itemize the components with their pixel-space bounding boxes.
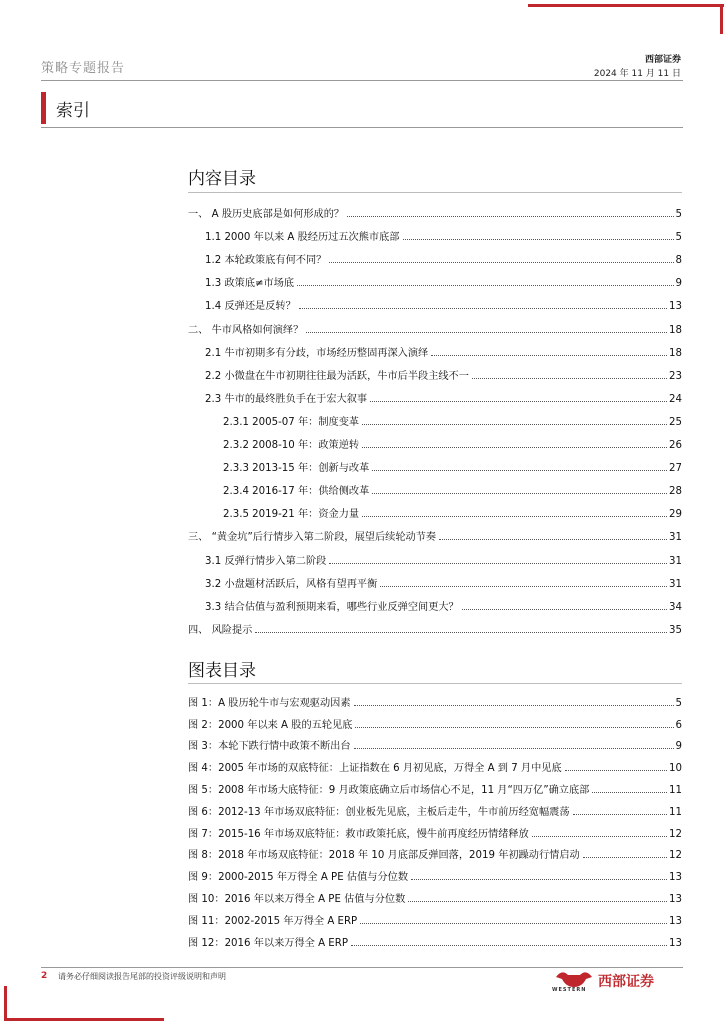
dot-leader — [380, 586, 667, 587]
company-logo — [552, 966, 684, 996]
entry-page: 9 — [675, 741, 682, 753]
report-date: 2024 年 11 月 11 日 — [593, 69, 681, 79]
entry-page: 12 — [669, 828, 682, 840]
entry-page: 18 — [669, 324, 682, 336]
entry-label: 2.3.5 2019-21 年：资金力量 — [223, 509, 360, 521]
entry-label: 图 5：2008 年市场大底特征：9 月政策底确立后市场信心不足，11 月“四万亿”确立底部 — [188, 784, 590, 796]
entry-page: 12 — [669, 850, 682, 862]
toc-entry[interactable] — [188, 543, 682, 566]
toc-entry[interactable] — [188, 220, 682, 243]
dot-leader — [299, 308, 667, 309]
bull-logo-icon — [552, 967, 596, 995]
entry-label: 图 9：2000-2015 年万得全 A PE 估值与分位数 — [188, 872, 408, 884]
figure-entry[interactable] — [188, 774, 682, 796]
entry-label: 1.3 政策底≠市场底 — [205, 278, 295, 290]
toc-list — [188, 197, 682, 636]
figure-entry[interactable] — [188, 687, 682, 709]
figure-entry[interactable] — [188, 905, 682, 927]
dot-leader — [565, 770, 667, 771]
dot-leader — [408, 901, 667, 902]
dot-leader — [573, 814, 668, 815]
section-accent-bar — [41, 92, 46, 124]
figures-heading-underline — [188, 683, 682, 684]
entry-label: 2.2 小微盘在牛市初期往往最为活跃，牛市后半段主线不一 — [205, 370, 469, 382]
dot-leader — [362, 447, 667, 448]
footer-disclaimer: 请务必仔细阅读报告尾部的投资评级说明和声明 — [58, 972, 226, 981]
entry-label: 2.3.3 2013-15 年：创新与改革 — [223, 463, 370, 475]
toc-entry[interactable] — [188, 382, 682, 405]
page-number: 2 — [41, 971, 48, 981]
corner-decoration-bottom — [4, 1018, 164, 1021]
entry-label: 图 3：本轮下跌行情中政策不断出台 — [188, 741, 351, 753]
entry-label: 图 10：2016 年以来万得全 A PE 估值与分位数 — [188, 893, 406, 905]
entry-page: 13 — [669, 872, 682, 884]
entry-page: 26 — [669, 440, 682, 452]
figure-entry[interactable] — [188, 752, 682, 774]
toc-heading-underline — [188, 192, 682, 193]
toc-entry[interactable] — [188, 567, 682, 590]
toc-entry[interactable] — [188, 613, 682, 636]
dot-leader — [370, 401, 667, 402]
entry-page: 31 — [669, 532, 682, 544]
logo-subtext: WESTERN — [552, 987, 587, 993]
entry-label: 图 12：2016 年以来万得全 A ERP — [188, 937, 348, 949]
entry-page: 11 — [669, 806, 682, 818]
figure-entry[interactable] — [188, 731, 682, 753]
toc-entry[interactable] — [188, 428, 682, 451]
entry-label: 图 8：2018 年市场双底特征：2018 年 10 月底部反弹回落，2019 年初躁动行情启动 — [188, 850, 580, 862]
toc-entry[interactable] — [188, 266, 682, 289]
entry-label: 2.3.1 2005-07 年：制度变革 — [223, 416, 360, 428]
dot-leader — [431, 355, 667, 356]
dot-leader — [297, 285, 673, 286]
dot-leader — [532, 836, 667, 837]
dot-leader — [462, 609, 667, 610]
entry-label: 2.3.2 2008-10 年：政策逆转 — [223, 440, 360, 452]
toc-entry[interactable] — [188, 405, 682, 428]
entry-label: 图 1：A 股历轮牛市与宏观驱动因素 — [188, 697, 351, 709]
section-title: 索引 — [56, 101, 90, 121]
entry-label: 图 4：2005 年市场的双底特征：上证指数在 6 月初见底，万得全 A 到 7 月中见底 — [188, 763, 562, 775]
dot-leader — [411, 879, 667, 880]
dot-leader — [472, 378, 667, 379]
dot-leader — [362, 424, 667, 425]
entry-page: 9 — [675, 278, 682, 290]
entry-label: 三、 “黄金坑”后行情步入第二阶段，展望后续轮动节奏 — [188, 532, 437, 544]
entry-page: 13 — [669, 893, 682, 905]
entry-page: 5 — [675, 232, 682, 244]
toc-entry[interactable] — [188, 474, 682, 497]
dot-leader — [403, 239, 674, 240]
entry-page: 29 — [669, 509, 682, 521]
section-divider — [41, 127, 683, 128]
entry-label: 二、 牛市风格如何演绎？ — [188, 324, 304, 336]
corner-decoration-top-vertical — [720, 4, 723, 34]
entry-page: 23 — [669, 370, 682, 382]
entry-page: 27 — [669, 463, 682, 475]
figure-entry[interactable] — [188, 709, 682, 731]
dot-leader — [355, 727, 673, 728]
figure-entry[interactable] — [188, 883, 682, 905]
entry-label: 图 6：2012-13 年市场双底特征：创业板先见底，主板后走牛，牛市前历经宽幅震荡 — [188, 806, 570, 818]
entry-page: 24 — [669, 393, 682, 405]
dot-leader — [347, 216, 673, 217]
entry-page: 5 — [675, 697, 682, 709]
dot-leader — [354, 748, 674, 749]
entry-page: 18 — [669, 347, 682, 359]
report-type: 策略专题报告 — [41, 61, 126, 76]
corner-decoration-top — [528, 4, 724, 7]
entry-page: 6 — [675, 719, 682, 731]
toc-entry[interactable] — [188, 289, 682, 312]
entry-page: 34 — [669, 601, 682, 613]
figure-entry[interactable] — [188, 927, 682, 949]
dot-leader — [583, 857, 667, 858]
company-name: 西部证券 — [644, 55, 681, 65]
entry-page: 5 — [675, 209, 682, 221]
dot-leader — [360, 923, 667, 924]
dot-leader — [329, 563, 667, 564]
entry-label: 1.4 反弹还是反转？ — [205, 301, 296, 313]
entry-page: 31 — [669, 578, 682, 590]
entry-page: 13 — [669, 301, 682, 313]
dot-leader — [439, 539, 667, 540]
entry-page: 28 — [669, 486, 682, 498]
dot-leader — [372, 493, 667, 494]
toc-entry[interactable] — [188, 590, 682, 613]
entry-label: 2.3.4 2016-17 年：供给侧改革 — [223, 486, 370, 498]
entry-label: 图 2：2000 年以来 A 股的五轮见底 — [188, 719, 353, 731]
logo-text: 西部证券 — [598, 974, 654, 990]
dot-leader — [372, 470, 667, 471]
entry-page: 13 — [669, 937, 682, 949]
dot-leader — [362, 516, 667, 517]
entry-page: 13 — [669, 915, 682, 927]
entry-label: 图 7：2015-16 年市场双底特征：救市政策托底，慢牛前再度经历情绪释放 — [188, 828, 529, 840]
toc-entry[interactable] — [188, 451, 682, 474]
toc-entry[interactable] — [188, 520, 682, 543]
figures-heading: 图表目录 — [188, 661, 256, 681]
toc-entry[interactable] — [188, 243, 682, 266]
figures-list — [188, 687, 682, 949]
dot-leader — [329, 262, 673, 263]
figure-entry[interactable] — [188, 861, 682, 883]
dot-leader — [306, 332, 667, 333]
toc-entry[interactable] — [188, 497, 682, 520]
entry-label: 2.1 牛市初期多有分歧，市场经历整固再深入演绎 — [205, 347, 429, 359]
header-divider — [41, 80, 683, 81]
entry-page: 8 — [675, 255, 682, 267]
figure-entry[interactable] — [188, 840, 682, 862]
toc-heading: 内容目录 — [188, 169, 256, 189]
dot-leader — [255, 632, 667, 633]
entry-page: 35 — [669, 624, 682, 636]
figure-entry[interactable] — [188, 796, 682, 818]
toc-entry[interactable] — [188, 312, 682, 335]
entry-label: 3.1 反弹行情步入第二阶段 — [205, 555, 327, 567]
dot-leader — [351, 945, 667, 946]
entry-page: 10 — [669, 763, 682, 775]
entry-label: 3.3 结合估值与盈利预期来看，哪些行业反弹空间更大？ — [205, 601, 459, 613]
entry-label: 3.2 小盘题材活跃后，风格有望再平衡 — [205, 578, 378, 590]
toc-entry[interactable] — [188, 197, 682, 220]
entry-label: 一、 A 股历史底部是如何形成的？ — [188, 209, 345, 221]
entry-label: 1.1 2000 年以来 A 股经历过五次熊市底部 — [205, 232, 400, 244]
entry-label: 四、 风险提示 — [188, 624, 253, 636]
figure-entry[interactable] — [188, 818, 682, 840]
entry-label: 1.2 本轮政策底有何不同？ — [205, 255, 327, 267]
dot-leader — [592, 792, 667, 793]
dot-leader — [354, 705, 674, 706]
entry-label: 图 11：2002-2015 年万得全 A ERP — [188, 915, 358, 927]
entry-page: 31 — [669, 555, 682, 567]
toc-entry[interactable] — [188, 359, 682, 382]
corner-decoration-bottom-vertical — [4, 986, 7, 1020]
toc-entry[interactable] — [188, 336, 682, 359]
entry-page: 11 — [669, 784, 682, 796]
entry-page: 25 — [669, 416, 682, 428]
entry-label: 2.3 牛市的最终胜负手在于宏大叙事 — [205, 393, 368, 405]
